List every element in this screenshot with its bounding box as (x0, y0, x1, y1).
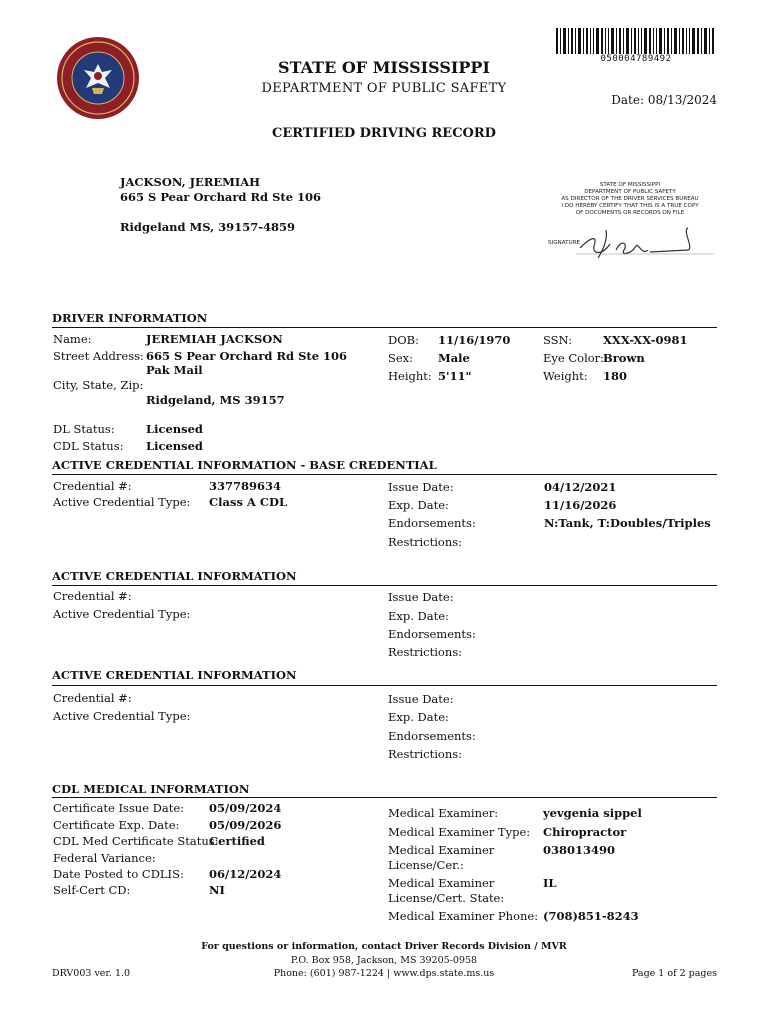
footer-phone-web: Phone: (601) 987-1224 | www.dps.state.ms.us (273, 968, 495, 979)
examiner-license-label-2: License/Cer.: (388, 858, 464, 872)
date-posted-label: Date Posted to CDLIS: (53, 867, 184, 881)
driver-info-heading: DRIVER INFORMATION (52, 311, 208, 325)
height-label: Height: (388, 369, 432, 383)
cdl-status-label: CDL Status: (53, 439, 124, 453)
name-value: JEREMIAH JACKSON (146, 332, 283, 346)
report-date: Date: 08/13/2024 (611, 93, 717, 107)
examiner-state-label-2: License/Cert. State: (388, 891, 505, 905)
medical-examiner-label: Medical Examiner: (388, 806, 499, 820)
dob-label: DOB: (388, 333, 419, 347)
form-version: DRV003 ver. 1.0 (52, 968, 131, 979)
dl-status-label: DL Status: (53, 422, 115, 436)
issue-date-value: 04/12/2021 (544, 480, 617, 494)
name-label: Name: (53, 332, 92, 346)
credential-number-label: Credential #: (53, 589, 132, 603)
recipient-city: Ridgeland MS, 39157-4859 (120, 220, 295, 234)
eye-color-value: Brown (603, 351, 645, 365)
med-cert-status-label: CDL Med Certificate Status: (53, 834, 219, 848)
examiner-type-label: Medical Examiner Type: (388, 825, 531, 839)
street-value-2: Pak Mail (146, 363, 203, 377)
street-label: Street Address: (53, 349, 144, 363)
certification-stamp (540, 182, 720, 217)
certify-line: OF DOCUMENTS OR RECORDS ON FILE (575, 210, 685, 216)
height-value: 5'11" (438, 369, 472, 383)
credential-number-value: 337789634 (209, 479, 282, 493)
medical-examiner-value: yevgenia sippel (543, 806, 642, 820)
restrictions-label: Restrictions: (388, 535, 463, 549)
certify-line: AS DIRECTOR OF THE DRIVER SERVICES BUREAU (561, 196, 699, 202)
ssn-label: SSN: (543, 333, 573, 347)
footer-contact: For questions or information, contact Driver Records Division / MVR (201, 941, 567, 952)
restrictions-label: Restrictions: (388, 747, 463, 761)
examiner-license-value: 038013490 (543, 843, 616, 857)
cert-exp-date-label: Certificate Exp. Date: (53, 818, 180, 832)
exp-date-label: Exp. Date: (388, 710, 449, 724)
section-divider (52, 327, 717, 328)
weight-value: 180 (603, 369, 628, 383)
issue-date-label: Issue Date: (388, 692, 454, 706)
certify-line: DEPARTMENT OF PUBLIC SAFETY (584, 189, 676, 195)
credential-type-label: Active Credential Type: (53, 709, 191, 723)
certify-line: STATE OF MISSISSIPPI (599, 182, 661, 188)
section-divider (52, 685, 717, 686)
exp-date-label: Exp. Date: (388, 609, 449, 623)
base-credential-heading: ACTIVE CREDENTIAL INFORMATION - BASE CREDENTIAL (52, 458, 437, 472)
state-title: STATE OF MISSISSIPPI (278, 58, 490, 77)
credential-type-label: Active Credential Type: (53, 495, 191, 509)
ssn-value: XXX-XX-0981 (603, 333, 688, 347)
examiner-type-value: Chiropractor (543, 825, 627, 839)
barcode-number: 050004789492 (600, 54, 672, 64)
medical-info-heading: CDL MEDICAL INFORMATION (52, 782, 250, 796)
credential-number-label: Credential #: (53, 691, 132, 705)
eye-color-label: Eye Color: (543, 351, 605, 365)
recipient-street: 665 S Pear Orchard Rd Ste 106 (120, 190, 322, 204)
barcode (556, 28, 716, 54)
federal-variance-label: Federal Variance: (53, 851, 156, 865)
seal-emblem-icon (56, 36, 140, 120)
examiner-state-value: IL (543, 876, 557, 890)
credential-heading: ACTIVE CREDENTIAL INFORMATION (52, 668, 297, 682)
department-title: DEPARTMENT OF PUBLIC SAFETY (261, 81, 507, 96)
document-title: CERTIFIED DRIVING RECORD (272, 126, 496, 141)
med-cert-status-value: Certified (209, 834, 265, 848)
sex-value: Male (438, 351, 470, 365)
street-value: 665 S Pear Orchard Rd Ste 106 (146, 349, 348, 363)
cert-issue-date-value: 05/09/2024 (209, 801, 282, 815)
exp-date-value: 11/16/2026 (544, 498, 617, 512)
section-divider (52, 474, 717, 475)
dob-value: 11/16/1970 (438, 333, 511, 347)
cdl-status-value: Licensed (146, 439, 203, 453)
endorsements-value: N:Tank, T:Doubles/Triples (544, 516, 711, 530)
credential-heading: ACTIVE CREDENTIAL INFORMATION (52, 569, 297, 583)
state-seal (56, 36, 140, 120)
dl-status-value: Licensed (146, 422, 203, 436)
self-cert-value: NI (209, 883, 225, 897)
weight-label: Weight: (543, 369, 588, 383)
examiner-phone-value: (708)851-8243 (543, 909, 639, 923)
certify-line: I DO HEREBY CERTIFY THAT THIS IS A TRUE COPY (561, 203, 699, 209)
self-cert-label: Self-Cert CD: (53, 883, 131, 897)
endorsements-label: Endorsements: (388, 627, 476, 641)
issue-date-label: Issue Date: (388, 480, 454, 494)
recipient-name: JACKSON, JEREMIAH (120, 175, 261, 189)
credential-number-label: Credential #: (53, 479, 132, 493)
section-divider (52, 797, 717, 798)
date-posted-value: 06/12/2024 (209, 867, 282, 881)
cert-issue-date-label: Certificate Issue Date: (53, 801, 185, 815)
barcode-bars (556, 28, 716, 54)
signature-label: SIGNATURE (548, 240, 581, 246)
page-indicator: Page 1 of 2 pages (631, 968, 717, 979)
cert-exp-date-value: 05/09/2026 (209, 818, 282, 832)
signature-icon (576, 220, 716, 262)
section-divider (52, 585, 717, 586)
exp-date-label: Exp. Date: (388, 498, 449, 512)
sex-label: Sex: (388, 351, 414, 365)
footer-address: P.O. Box 958, Jackson, MS 39205-0958 (290, 955, 478, 966)
restrictions-label: Restrictions: (388, 645, 463, 659)
examiner-state-label: Medical Examiner (388, 876, 495, 890)
city-label: City, State, Zip: (53, 378, 144, 392)
examiner-license-label: Medical Examiner (388, 843, 495, 857)
endorsements-label: Endorsements: (388, 516, 476, 530)
credential-type-label: Active Credential Type: (53, 607, 191, 621)
examiner-phone-label: Medical Examiner Phone: (388, 909, 539, 923)
credential-type-value: Class A CDL (209, 495, 288, 509)
endorsements-label: Endorsements: (388, 729, 476, 743)
issue-date-label: Issue Date: (388, 590, 454, 604)
city-value: Ridgeland, MS 39157 (146, 393, 285, 407)
